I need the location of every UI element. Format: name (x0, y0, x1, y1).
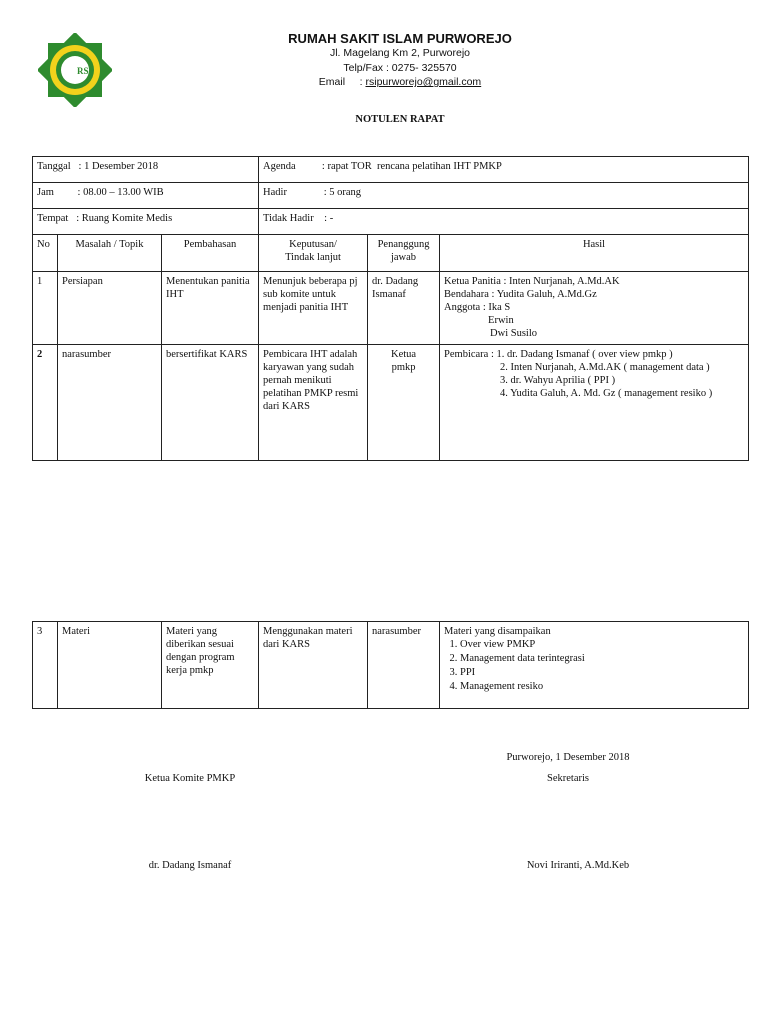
col-pembahasan: Pembahasan (162, 235, 259, 272)
list-item: 3. PPI (460, 666, 744, 680)
left-signer-role: Ketua Komite PMKP (144, 773, 236, 784)
row-pembahasan: Menentukan panitia IHT (162, 272, 259, 345)
agenda-field: Agenda : rapat TOR rencana pelatihan IHT PMKP (259, 157, 749, 183)
table-row (33, 272, 749, 345)
row-pj: narasumber (368, 622, 440, 709)
row-pj: Ketua pmkp (368, 345, 440, 461)
hasil-line: Pembicara : 1. dr. Dadang Ismanaf ( over view pmkp ) (444, 349, 673, 360)
hospital-logo (38, 33, 112, 107)
row-pembahasan: bersertifikat KARS (162, 345, 259, 461)
col-keputusan-line2: Tindak lanjut (285, 252, 341, 263)
right-signer-name: Novi Iriranti, A.Md.Keb (526, 860, 630, 871)
hasil-title: Materi yang disampaikan (444, 626, 551, 637)
minutes-table (32, 156, 749, 461)
col-no: No (33, 235, 58, 272)
table-row (33, 345, 749, 461)
row-masalah: Materi (58, 622, 162, 709)
tempat-field: Tempat : Ruang Komite Medis (33, 209, 259, 235)
hospital-address: Jl. Magelang Km 2, Purworejo (329, 47, 471, 59)
email-link[interactable]: rsipurworejo@gmail.com (365, 76, 482, 88)
row-keputusan: Menunjuk beberapa pj sub komite untuk menjadi panitia IHT (259, 272, 368, 345)
col-keputusan (259, 235, 368, 272)
hospital-phone: Telp/Fax : 0275- 325570 (343, 62, 457, 74)
row-keputusan: Pembicara IHT adalah karyawan yang sudah pernah menikuti pelatihan PMKP resmi dari KARS (259, 345, 368, 461)
hasil-line: 4. Yudita Galuh, A. Md. Gz ( management resiko ) (500, 388, 713, 399)
hasil-line: Anggota : Ika S (444, 302, 511, 313)
hasil-line: Bendahara : Yudita Galuh, A.Md.Gz (444, 289, 597, 300)
column-header-row (33, 235, 749, 272)
meta-row (33, 183, 749, 209)
row-hasil (440, 272, 749, 345)
col-pj-line2: jawab (390, 252, 417, 263)
row-no: 1 (33, 272, 58, 345)
hasil-list (444, 638, 744, 694)
row-no: 2 (33, 345, 58, 461)
hasil-line: Dwi Susilo (490, 328, 537, 339)
hospital-email-line (250, 76, 550, 88)
hasil-line: 2. Inten Nurjanah, A.Md.AK ( management data ) (500, 362, 710, 373)
row-pj: dr. Dadang Ismanaf (368, 272, 440, 345)
right-signer-role: Sekretaris (547, 773, 589, 784)
col-masalah: Masalah / Topik (58, 235, 162, 272)
row-no: 3 (33, 622, 58, 709)
row-masalah: narasumber (58, 345, 162, 461)
col-pj (368, 235, 440, 272)
row-keputusan: Menggunakan materi dari KARS (259, 622, 368, 709)
minutes-table-continued (32, 621, 749, 709)
hasil-line: 3. dr. Wahyu Aprilia ( PPI ) (500, 375, 616, 386)
col-hasil: Hasil (440, 235, 749, 272)
row-masalah: Persiapan (58, 272, 162, 345)
meta-row (33, 209, 749, 235)
table-row (33, 622, 749, 709)
row-pembahasan: Materi yang diberikan sesuai dengan program kerja pmkp (162, 622, 259, 709)
logo-text: RSI (77, 66, 93, 76)
row-hasil (440, 345, 749, 461)
list-item: 2. Management data terintegrasi (460, 652, 744, 666)
document-title: NOTULEN RAPAT (355, 114, 445, 125)
meta-row (33, 157, 749, 183)
hospital-name: RUMAH SAKIT ISLAM PURWOREJO (288, 31, 512, 46)
hasil-line: Erwin (488, 315, 514, 326)
row-hasil (440, 622, 749, 709)
jam-field: Jam : 08.00 – 13.00 WIB (33, 183, 259, 209)
col-pj-line1: Penanggung (377, 239, 430, 250)
list-item: 1. Over view PMKP (460, 638, 744, 652)
place-date: Purworejo, 1 Desember 2018 (506, 752, 630, 763)
hadir-field: Hadir : 5 orang (259, 183, 749, 209)
email-label: Email : (318, 76, 366, 88)
left-signer-name: dr. Dadang Ismanaf (148, 860, 232, 871)
tanggal-field: Tanggal : 1 Desember 2018 (33, 157, 259, 183)
list-item: 4. Management resiko (460, 680, 744, 694)
hasil-line: Ketua Panitia : Inten Nurjanah, A.Md.AK (444, 276, 620, 287)
tidak-hadir-field: Tidak Hadir : - (259, 209, 749, 235)
col-keputusan-line1: Keputusan/ (289, 239, 337, 250)
